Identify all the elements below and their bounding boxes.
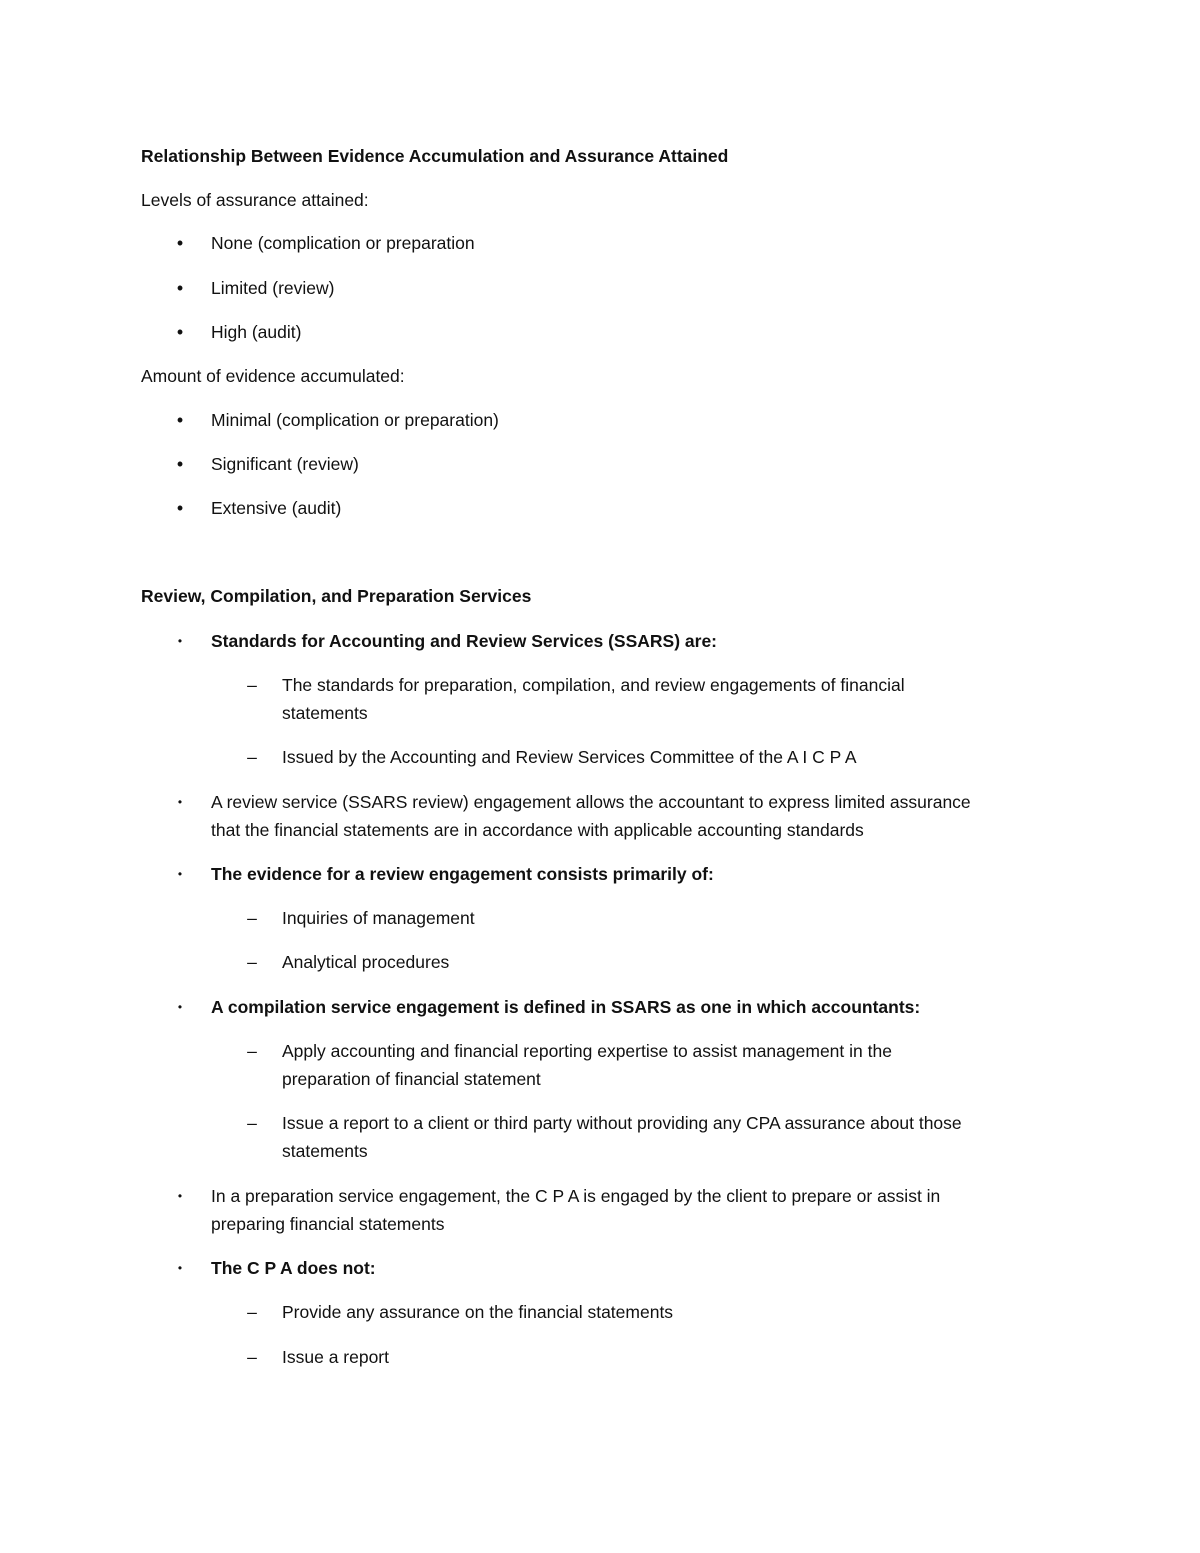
amount-intro: Amount of evidence accumulated:	[141, 366, 405, 386]
bullet-icon: •	[177, 795, 183, 809]
sub-item-continuation: statements	[282, 1141, 368, 1161]
sub-item: Provide any assurance on the financial statements	[282, 1302, 674, 1322]
list-item: High (audit)	[211, 322, 302, 342]
list-item: Significant (review)	[211, 454, 359, 474]
bullet-icon: •	[177, 867, 183, 881]
list-item: Minimal (complication or preparation)	[211, 410, 499, 430]
evidence-heading: The evidence for a review engagement consists primarily of:	[211, 864, 714, 884]
bullet-icon: •	[177, 634, 183, 648]
sub-item: Issue a report to a client or third party without providing any CPA assurance about those	[282, 1113, 962, 1133]
sub-item: Issued by the Accounting and Review Services Committee of the A I C P A	[282, 747, 857, 767]
sub-item: Apply accounting and financial reporting expertise to assist management in the	[282, 1041, 892, 1061]
bullet-icon: •	[176, 498, 184, 518]
bullet-icon: •	[177, 1000, 183, 1014]
ssars-heading: Standards for Accounting and Review Services (SSARS) are:	[211, 631, 718, 651]
dash-icon: –	[247, 952, 257, 972]
dash-icon: –	[247, 908, 257, 928]
section-title-services: Review, Compilation, and Preparation Services	[141, 586, 532, 606]
bullet-icon: •	[177, 1261, 183, 1275]
review-paragraph-line2: that the financial statements are in accordance with applicable accounting standards	[211, 820, 864, 840]
dash-icon: –	[247, 1302, 257, 1322]
sub-item: Analytical procedures	[282, 952, 450, 972]
sub-item: The standards for preparation, compilation, and review engagements of financial	[282, 675, 905, 695]
section-title-relationship: Relationship Between Evidence Accumulation and Assurance Attained	[141, 146, 729, 166]
sub-item-continuation: statements	[282, 703, 368, 723]
cpa-not-heading: The C P A does not:	[211, 1258, 376, 1278]
dash-icon: –	[247, 1041, 257, 1061]
review-paragraph-line1: A review service (SSARS review) engagement allows the accountant to express limited assurance	[211, 792, 971, 812]
sub-item: Issue a report	[282, 1347, 389, 1367]
list-item: Limited (review)	[211, 278, 335, 298]
sub-item-continuation: preparation of financial statement	[282, 1069, 541, 1089]
bullet-icon: •	[176, 454, 184, 474]
bullet-icon: •	[177, 1189, 183, 1203]
dash-icon: –	[247, 1113, 257, 1133]
bullet-icon: •	[176, 322, 184, 342]
dash-icon: –	[247, 1347, 257, 1367]
bullet-icon: •	[176, 233, 184, 253]
sub-item: Inquiries of management	[282, 908, 475, 928]
compilation-heading: A compilation service engagement is defined in SSARS as one in which accountants:	[211, 997, 921, 1017]
bullet-icon: •	[176, 410, 184, 430]
bullet-icon: •	[176, 278, 184, 298]
dash-icon: –	[247, 747, 257, 767]
preparation-paragraph-line1: In a preparation service engagement, the C P A is engaged by the client to prepare or assist in	[211, 1186, 941, 1206]
dash-icon: –	[247, 675, 257, 695]
levels-intro: Levels of assurance attained:	[141, 190, 369, 210]
list-item: Extensive (audit)	[211, 498, 342, 518]
preparation-paragraph-line2: preparing financial statements	[211, 1214, 445, 1234]
list-item: None (complication or preparation	[211, 233, 475, 253]
